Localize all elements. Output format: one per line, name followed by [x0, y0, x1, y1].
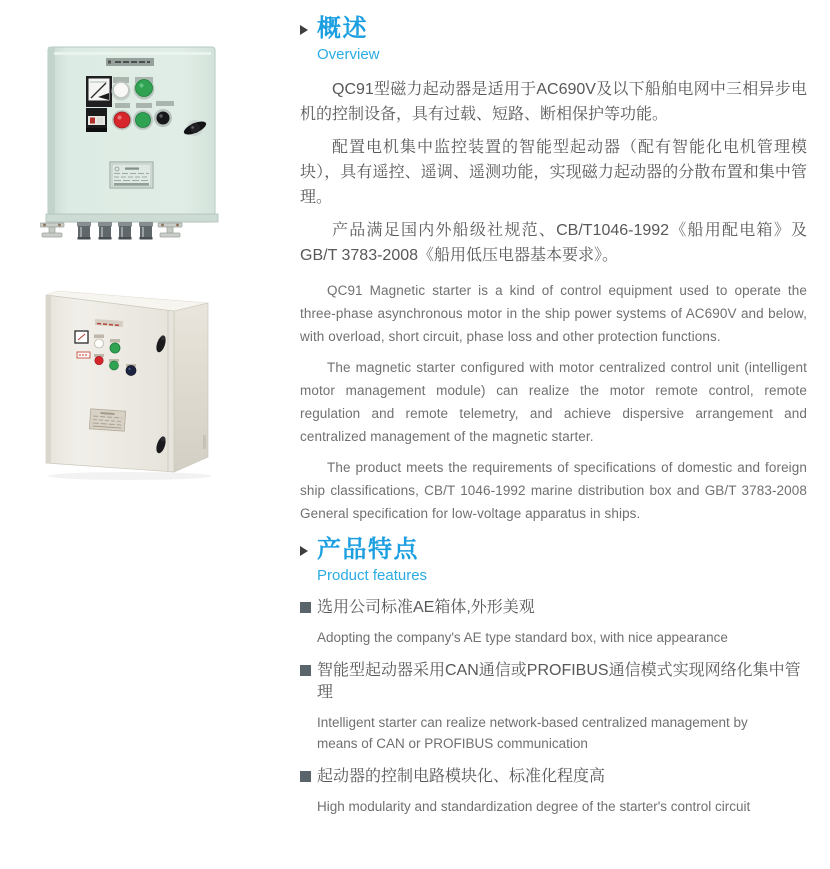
overview-paragraph-en-2: The magnetic starter configured with motor centralized control unit (intelligent motor management module) can realize the motor remote control, remote regulation and remote telemetry, and achieve dispersive arrangement and centralized management of the magnetic starter. [300, 360, 807, 444]
content-column [300, 14, 807, 817]
red-pushbutton [95, 356, 103, 364]
overview-paragraph-cn-3: 产品满足国内外船级社规范、CB/T1046-1992《船用配电箱》及GB/T 3783-2008《船用低压电器基本要求》。 [300, 222, 807, 264]
features-title-en: Product features [317, 567, 428, 584]
feature-item-2 [300, 660, 807, 754]
feature-item-1 [300, 597, 807, 648]
section-arrow-icon [300, 25, 308, 35]
breaker-switch [86, 108, 107, 132]
navy-pushbutton [126, 366, 136, 376]
feature-cn-label: 智能型起动器采用CAN通信或PROFIBUS通信模式实现网络化集中管理 [317, 662, 801, 701]
white-pushbutton [95, 339, 104, 348]
overview-english-block [300, 279, 807, 525]
starter-cabinet-perspective-photo [40, 285, 220, 485]
feature-text-en: Adopting the company's AE type standard box, with nice appearance [317, 630, 728, 645]
feature-text-cn [300, 597, 807, 619]
overview-title-en: Overview [317, 46, 380, 63]
section-arrow-icon [300, 546, 308, 556]
feature-text-en: Intelligent starter can realize network-based centralized management by means of CAN or PROFIBUS communication [317, 715, 748, 751]
cabinet-top-label [106, 58, 154, 66]
feature-text-cn [300, 660, 807, 704]
white-pushbutton [112, 82, 131, 101]
green-pushbutton [110, 343, 120, 353]
features-title-cn: 产品特点 [317, 536, 419, 563]
overview-paragraph-cn-2: 配置电机集中监控装置的智能型起动器（配有智能化电机管理模块），具有遥控、遥调、遥测功能，实现磁力起动器的分散布置和集中管理。 [300, 139, 807, 206]
overview-header [300, 14, 807, 44]
feature-text-en: High modularity and standardization degree of the starter's control circuit [317, 799, 751, 814]
nameplate [89, 409, 125, 431]
bullet-square-icon [300, 771, 311, 782]
cabinet-front-illustration [40, 42, 265, 247]
ammeter-gauge [86, 76, 112, 107]
product-features-section [300, 535, 807, 817]
overview-section [300, 14, 807, 525]
black-pushbutton [154, 109, 172, 127]
green-pushbutton-2 [133, 110, 153, 130]
feature-cn-label: 起动器的控制电路模块化、标准化程度高 [317, 768, 606, 785]
green-pushbutton [134, 79, 155, 100]
overview-paragraph-en-1: QC91 Magnetic starter is a kind of control equipment used to operate the three-phase asynchronous motor in the ship power systems of AC690V and below, with overload, short circuit, phase loss and other protection functions. [300, 283, 807, 344]
feature-cn-label: 选用公司标准AE箱体,外形美观 [317, 599, 535, 616]
feature-item-3 [300, 766, 807, 817]
starter-cabinet-front-photo [40, 42, 265, 247]
red-pushbutton [112, 110, 132, 130]
cable-glands [77, 222, 153, 240]
nameplate [110, 162, 153, 188]
feature-text-cn [300, 766, 807, 788]
green-pushbutton-2 [110, 361, 119, 370]
overview-paragraph-cn-1: QC91型磁力起动器是适用于AC690V及以下船舶电网中三相异步电机的控制设备，具有过载、短路、断相保护等功能。 [300, 81, 807, 123]
features-header [300, 535, 807, 565]
bullet-square-icon [300, 665, 311, 676]
overview-paragraph-en-3: The product meets the requirements of specifications of domestic and foreign ship classifications, CB/T 1046-1992 marine distribution box and GB/T 3783-2008 General specification for low-voltage apparatus in ships. [300, 460, 807, 521]
small-gauge [75, 331, 88, 343]
bullet-square-icon [300, 602, 311, 613]
overview-title-cn: 概述 [317, 15, 368, 42]
red-label-plate [77, 352, 90, 358]
cabinet-perspective-illustration [40, 285, 220, 485]
